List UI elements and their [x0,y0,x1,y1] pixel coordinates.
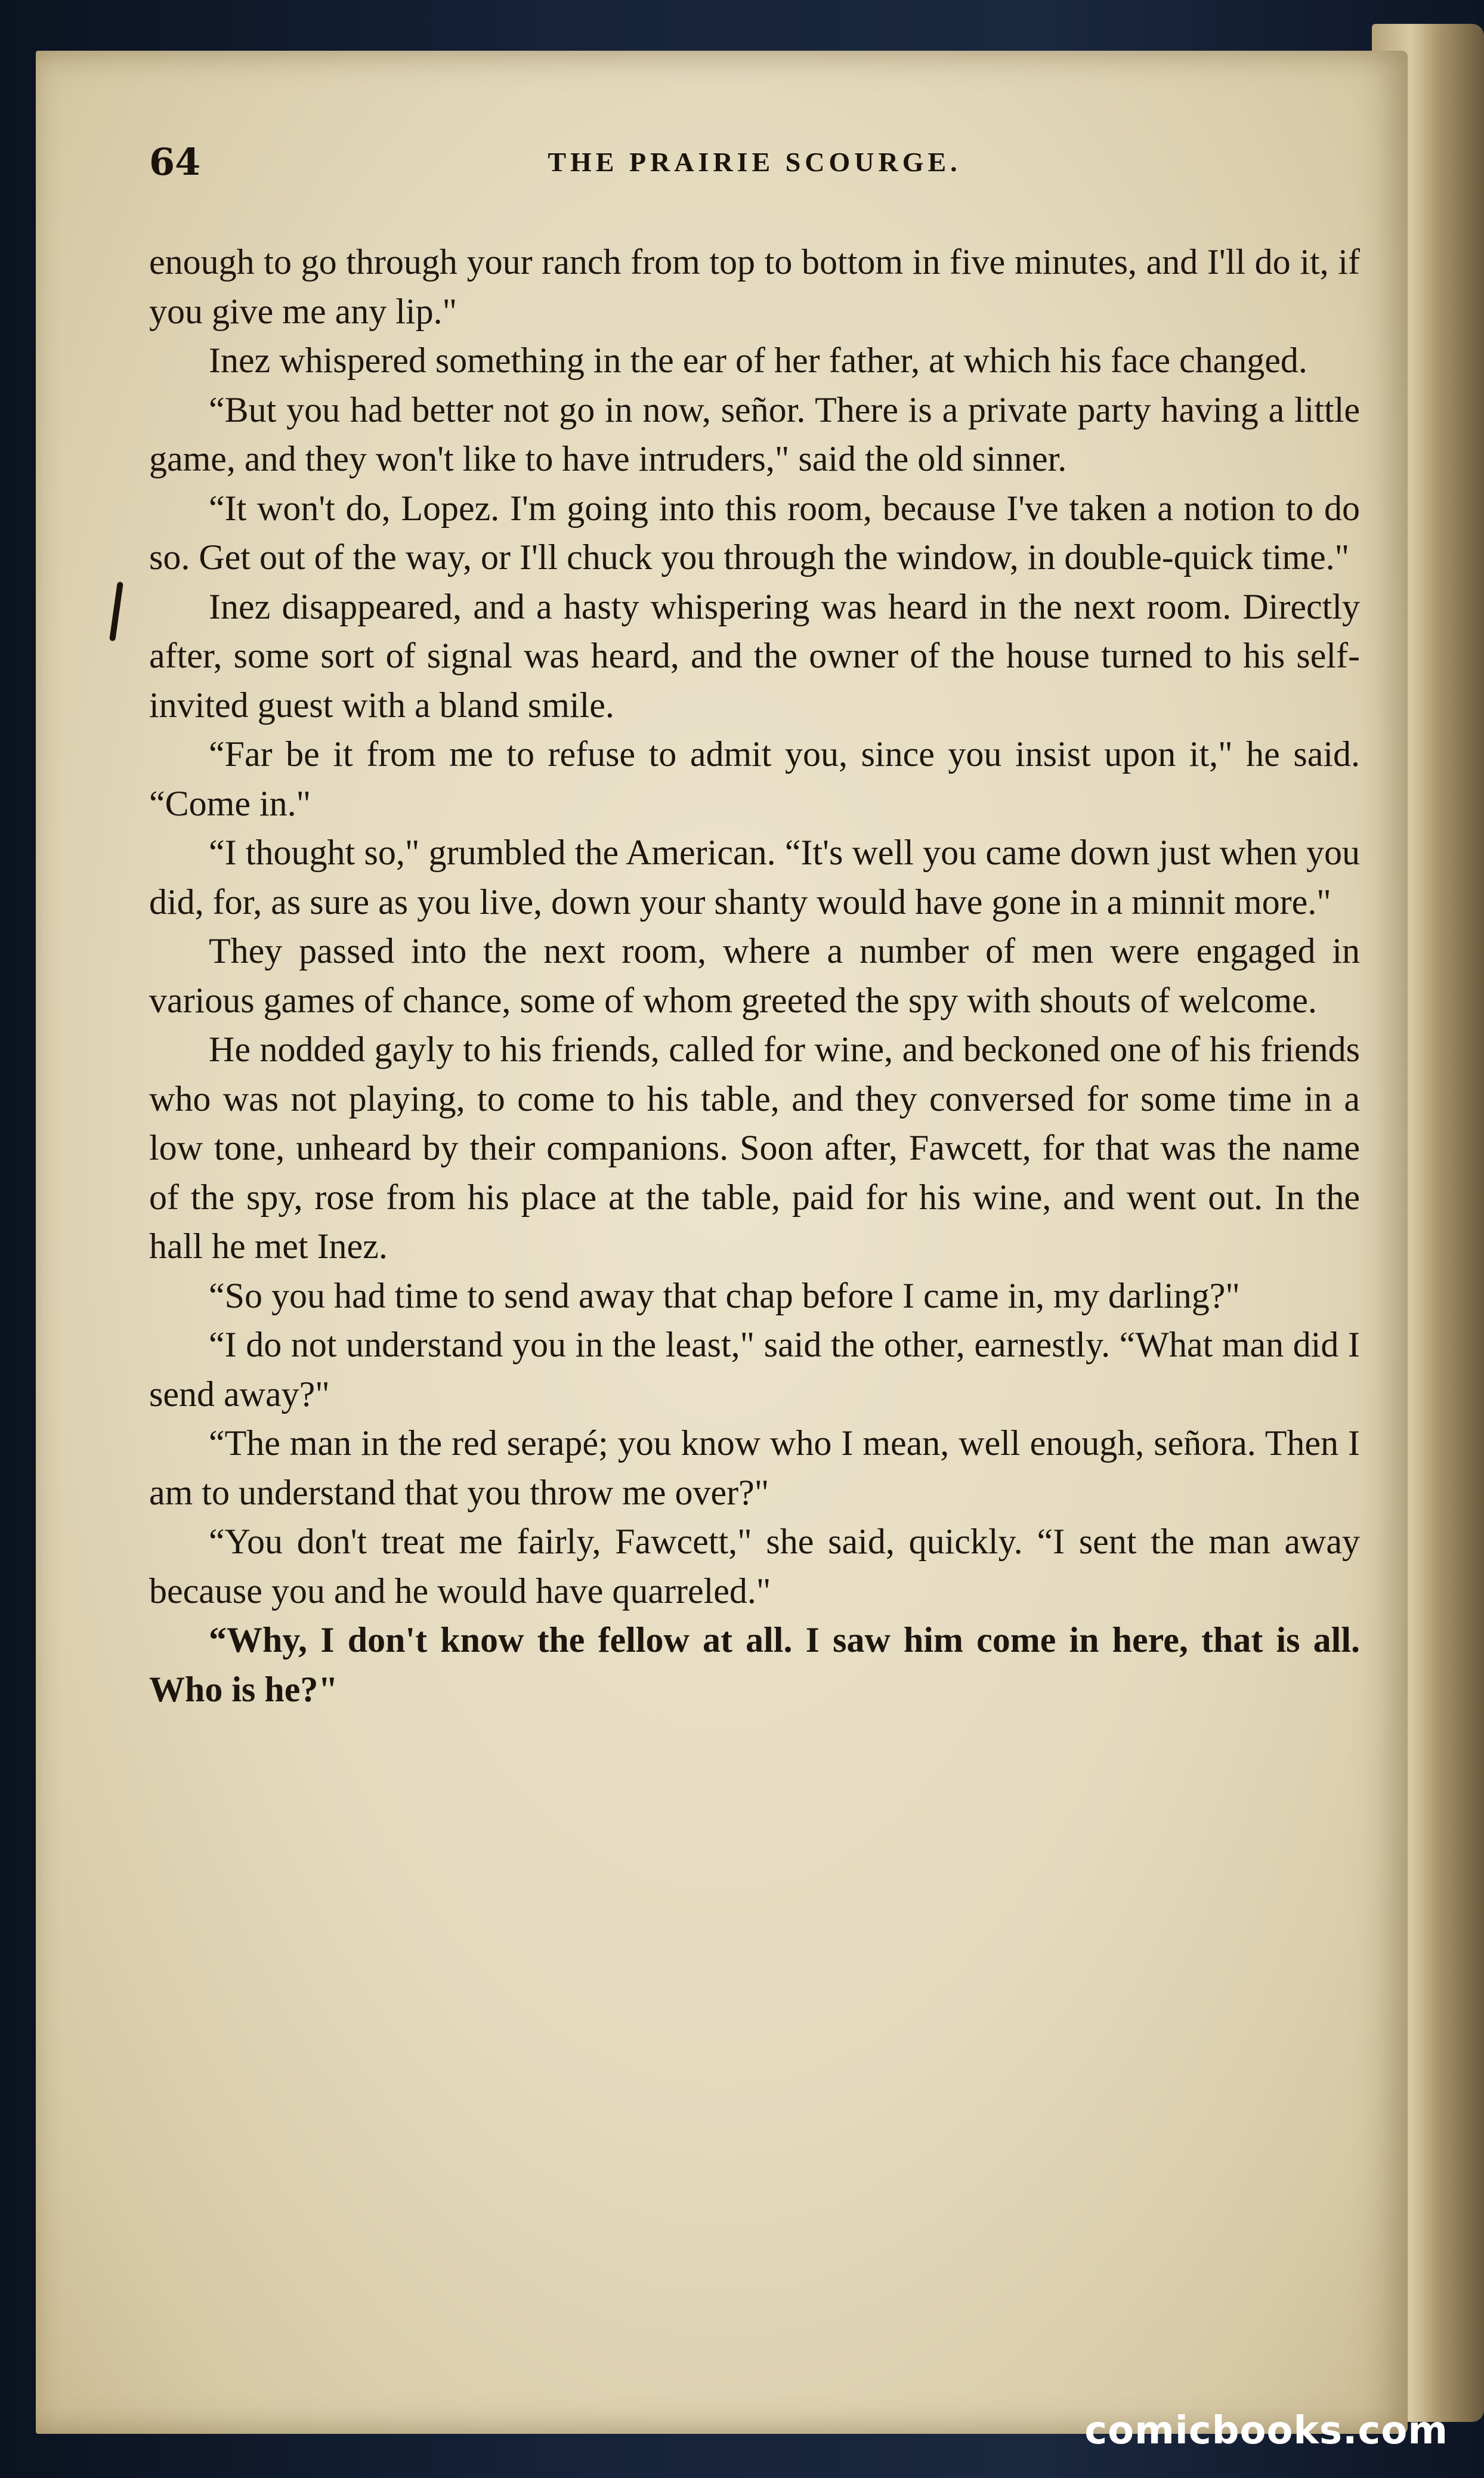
paragraph-12: “The man in the red serapé; you know who I mean, well enough, señora. Then I am to understand that you throw me over?" [149,1423,1360,1512]
paragraph-4: “It won't do, Lopez. I'm going into this room, because I've taken a notion to do so. Get out of the way, or I'll chuck you through the window, in double-quick time." [149,488,1360,577]
running-title: THE PRAIRIE SCOURGE. [548,147,961,177]
paragraph-10: “So you had time to send away that chap before I came in, my darling?" [209,1275,1240,1315]
paragraph-3: “But you had better not go in now, señor. There is a private party having a little game, and they won't like to have intruders," said the old sinner. [149,390,1360,478]
paragraph-13: “You don't treat me fairly, Fawcett," she said, quickly. “I sent the man away because you and he would have quarreled." [149,1522,1360,1611]
site-watermark: comicbooks.com [1084,2409,1448,2453]
paragraph-1: enough to go through your ranch from top to bottom in five minutes, and I'll do it, if you give me any lip." [149,242,1360,331]
page-number: 64 [149,140,201,184]
page-header [149,140,1360,188]
paragraph-8: They passed into the next room, where a number of men were engaged in various games of chance, some of whom greeted the spy with shouts of welcome. [149,931,1360,1020]
paragraph-6: “Far be it from me to refuse to admit you, since you insist upon it," he said. “Come in." [149,734,1360,823]
body-text [149,237,1360,1714]
paragraph-9: He nodded gayly to his friends, called for wine, and beckoned one of his friends who was not playing, to come to his table, and they conversed for some time in a low tone, unheard by their companions. Soon after, Fawcett, for that was the name of the spy, rose from his place at the table, paid for his wine, and went out. In the hall he met Inez. [149,1030,1360,1266]
paragraph-11: “I do not understand you in the least," said the other, earnestly. “What man did I send away?" [149,1325,1360,1414]
paragraph-5: Inez disappeared, and a hasty whispering was heard in the next room. Directly after, some sort of signal was heard, and the owner of the house turned to his self-invited guest with a bland smile. [149,586,1360,725]
paragraph-14: “Why, I don't know the fellow at all. I saw him come in here, that is all. Who is he?" [149,1620,1360,1709]
paragraph-7: “I thought so," grumbled the American. “It's well you came down just when you did, for, as sure as you live, down your shanty would have gone in a minnit more." [149,833,1360,922]
paragraph-2: Inez whispered something in the ear of her father, at which his face changed. [209,341,1307,380]
